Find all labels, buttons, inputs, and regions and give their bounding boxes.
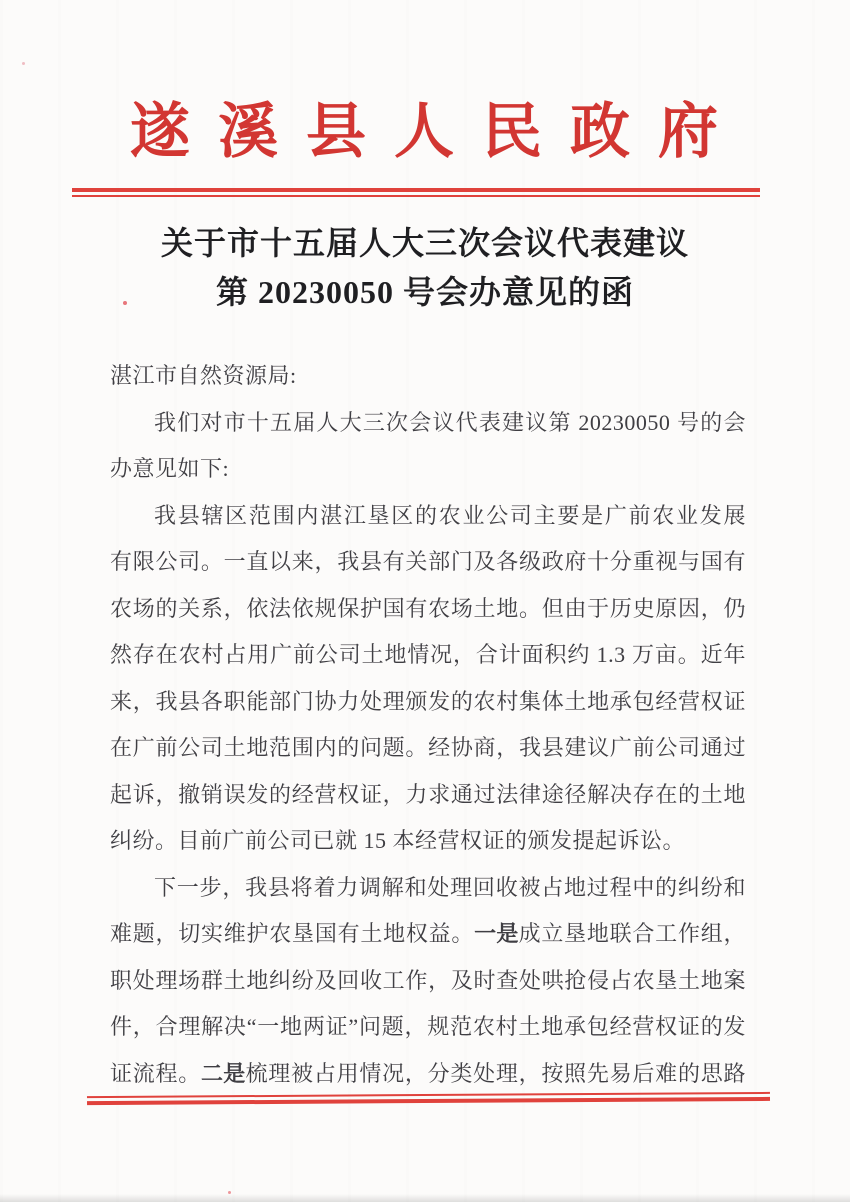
body-line-segment: 办意见如下: xyxy=(110,456,230,481)
body-line-segment: 然存在农村占用广前公司土地情况，合计面积约 1.3 万亩。近年 xyxy=(110,642,746,667)
body-line xyxy=(110,1004,746,1051)
scan-speck xyxy=(123,301,127,305)
body-line-segment: 下一步，我县将着力调解和处理回收被占地过程中的纠纷和 xyxy=(154,874,746,900)
document-title xyxy=(0,219,850,317)
body-line xyxy=(110,493,746,540)
body-line-segment: 梳理被占用情况，分类处理，按照先易后难的思路 xyxy=(245,1060,746,1086)
body-line xyxy=(110,400,746,447)
body-line-segment: 有限公司。一直以来，我县有关部门及各级政府十分重视与国有 xyxy=(110,549,746,574)
body-line xyxy=(110,679,746,726)
document-body xyxy=(110,353,746,1097)
body-line-segment: 纠纷。目前广前公司已就 15 本经营权证的颁发提起诉讼。 xyxy=(110,828,686,853)
body-line xyxy=(110,911,746,958)
body-line xyxy=(110,865,746,912)
body-line xyxy=(110,772,746,819)
document-title-line2: 第 20230050 号会办意见的函 xyxy=(215,274,634,310)
body-line xyxy=(110,446,746,493)
body-line xyxy=(110,1051,746,1098)
body-line-segment: 职处理场群土地纠纷及回收工作，及时查处哄抢侵占农垦土地案 xyxy=(110,967,746,993)
body-line-segment: 来，我县各职能部门协力处理颁发的农村集体土地承包经营权证 xyxy=(110,688,746,714)
body-line xyxy=(110,958,746,1005)
body-line-segment: 件，合理解决“一地两证”问题，规范农村土地承包经营权证的发 xyxy=(110,1014,746,1039)
body-line xyxy=(110,586,746,633)
scan-bottom-edge xyxy=(0,1194,850,1202)
body-line-segment: 我们对市十五届人大三次会议代表建议第 20230050 号的会 xyxy=(154,409,746,435)
body-line-bold-segment: 一是 xyxy=(474,921,519,946)
letterhead-rule xyxy=(72,188,760,197)
document-title-line1: 关于市十五届人大三次会议代表建议 xyxy=(160,225,689,261)
body-line xyxy=(110,353,746,400)
body-line-segment: 湛江市自然资源局: xyxy=(110,363,297,388)
body-line xyxy=(110,539,746,586)
body-line-segment: 难题，切实维护农垦国有土地权益。 xyxy=(110,921,475,946)
body-line-segment: 农场的关系，依法依规保护国有农场土地。但由于历史原因，仍 xyxy=(110,595,746,621)
letterhead-rule-thin xyxy=(72,195,760,197)
body-line-segment: 我县辖区范围内湛江垦区的农业公司主要是广前农业发展 xyxy=(154,502,746,528)
scan-speck xyxy=(22,62,25,65)
letterhead-org-name: 遂溪县人民政府 xyxy=(130,99,746,165)
body-line-bold-segment: 二是 xyxy=(201,1060,246,1086)
body-line xyxy=(110,632,746,679)
body-line xyxy=(110,818,746,865)
body-line-segment: 起诉，撤销误发的经营权证，力求通过法律途径解决存在的土地 xyxy=(110,781,746,807)
body-line-segment: 证流程。 xyxy=(110,1060,202,1086)
body-line-segment: 在广前公司土地范围内的问题。经协商，我县建议广前公司通过 xyxy=(110,735,746,760)
body-line xyxy=(110,725,746,772)
body-line-segment: 成立垦地联合工作组， xyxy=(518,921,746,946)
